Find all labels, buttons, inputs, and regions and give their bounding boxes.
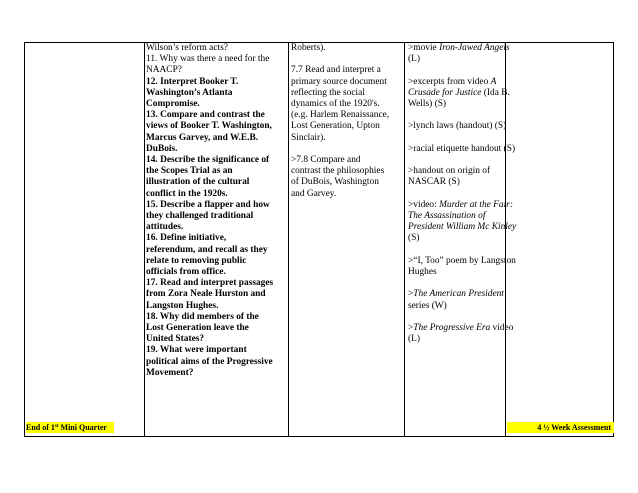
- assessment-label: 4 ½ Week Assessment: [507, 422, 614, 433]
- objective-line: 19. What were important: [146, 345, 247, 356]
- objective-line: conflict in the 1920s.: [146, 188, 228, 199]
- resource-item: [408, 166, 520, 188]
- objective-line: 16. Define initiative,: [146, 233, 227, 244]
- objective-line: 11. Why was there a need for the: [146, 54, 270, 65]
- resource-text: >handout on origin of NASCAR (S): [408, 166, 491, 188]
- resource-text: >lynch laws (handout) (S): [408, 121, 507, 132]
- objective-line: illustration of the cultural: [146, 177, 250, 188]
- resource-item: [408, 144, 520, 155]
- objective-line: political aims of the Progressive: [146, 356, 273, 367]
- standard-line: reflecting the social: [291, 87, 365, 98]
- resource-text: series (W): [408, 300, 447, 311]
- resource-text: The Progressive Era: [413, 322, 491, 333]
- objective-line: Washington’s Atlanta: [146, 87, 233, 98]
- objective-line: Compromise.: [146, 99, 200, 110]
- standard-line: 7.7 Read and interpret a: [291, 65, 381, 76]
- objective-line: referendum, and recall as they: [146, 244, 268, 255]
- objective-line: United States?: [146, 334, 205, 345]
- resource-text: (L): [408, 54, 420, 65]
- objective-line: NAACP?: [146, 65, 182, 76]
- objective-line: from Zora Neale Hurston and: [146, 289, 266, 300]
- objective-line: they challenged traditional: [146, 211, 254, 222]
- resource-text: >video:: [408, 199, 440, 210]
- standard-line: Roberts).: [291, 43, 326, 53]
- objective-line: 17. Read and interpret passages: [146, 278, 274, 289]
- column-divider: [404, 43, 405, 436]
- objective-line: 12. Interpret Booker T.: [146, 76, 239, 87]
- standards-column: [291, 43, 401, 200]
- standard-line: of DuBois, Washington: [291, 177, 379, 188]
- standard-line: (e.g. Harlem Renaissance,: [291, 110, 390, 121]
- resource-text: >excerpts from video: [408, 76, 491, 87]
- objective-line: 15. Describe a flapper and how: [146, 199, 270, 210]
- column-divider: [144, 43, 145, 436]
- column-divider: [288, 43, 289, 436]
- objective-line: Lost Generation leave the: [146, 323, 249, 334]
- standard-line: Sinclair).: [291, 132, 326, 143]
- resource-text: >movie: [408, 43, 440, 53]
- end-of-quarter-label: End of 1st Mini Quarter: [26, 422, 114, 433]
- resource-text: (Ida B. Wells) (S): [408, 87, 510, 109]
- resource-item: [408, 200, 520, 245]
- standard-line: Lost Generation, Upton: [291, 121, 380, 132]
- standard-line: contrast the philosophies: [291, 166, 385, 177]
- objective-line: DuBois.: [146, 143, 178, 154]
- objectives-column: [146, 43, 285, 379]
- objective-line: the Scopes Trial as an: [146, 166, 233, 177]
- resource-text: Iron-Jawed Angels: [439, 43, 510, 53]
- objective-line: officials from office.: [146, 267, 226, 278]
- objective-line: 18. Why did members of the: [146, 311, 259, 322]
- objective-line: relate to removing public: [146, 255, 247, 266]
- standard-paragraph: [291, 43, 401, 54]
- objective-line: Wilson’s reform acts?: [146, 43, 228, 53]
- objective-line: Marcus Garvey, and W.E.B.: [146, 132, 259, 143]
- resource-item: [408, 289, 520, 311]
- resource-text: >: [408, 322, 414, 333]
- objective-line: 14. Describe the significance of: [146, 155, 270, 166]
- resource-item: [408, 121, 520, 132]
- resource-item: [408, 43, 520, 65]
- resource-text: (S): [408, 233, 420, 244]
- standard-line: primary source document: [291, 76, 387, 87]
- curriculum-table: [24, 42, 614, 437]
- resource-text: >racial etiquette handout (S): [408, 143, 516, 154]
- standard-line: dynamics of the 1920's.: [291, 99, 380, 109]
- objective-line: attitudes.: [146, 222, 184, 233]
- resource-text: The American President: [413, 289, 504, 300]
- resource-item: [408, 77, 520, 111]
- objective-line: Movement?: [146, 367, 194, 378]
- objective-line: Langston Hughes.: [146, 300, 219, 311]
- standard-paragraph: [291, 155, 401, 200]
- standard-line: and Garvey.: [291, 188, 337, 199]
- resource-item: [408, 256, 520, 278]
- resources-column: [408, 43, 520, 345]
- resource-text: Murder at the Fair: The Assassination of President William Mc Kinley: [408, 199, 517, 233]
- objective-line: views of Booker T. Washington,: [146, 121, 272, 132]
- resource-item: [408, 323, 520, 345]
- standard-paragraph: [291, 65, 401, 143]
- objective-line: 13. Compare and contrast the: [146, 110, 265, 121]
- resource-text: >: [408, 289, 414, 300]
- resource-text: A Crusade for Justice: [408, 76, 497, 98]
- resource-text: video (L): [408, 322, 514, 345]
- resource-text: >“I, Too” poem by Langston Hughes: [408, 255, 516, 277]
- standard-line: >7.8 Compare and: [291, 155, 361, 165]
